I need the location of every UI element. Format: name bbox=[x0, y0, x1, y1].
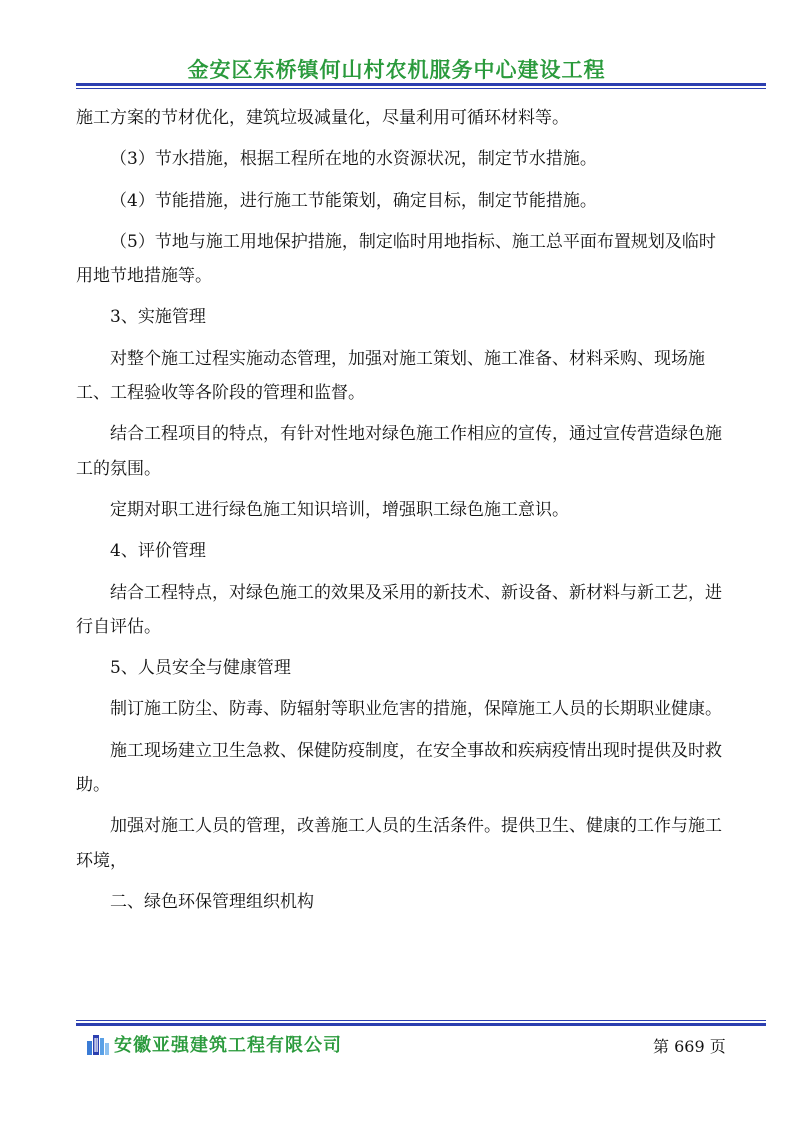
paragraph: （3）节水措施，根据工程所在地的水资源状况，制定节水措施。 bbox=[110, 149, 597, 170]
footer-company-name: 安徽亚强建筑工程有限公司 bbox=[114, 1035, 342, 1056]
document-body bbox=[76, 101, 731, 919]
paragraph: （5）节地与施工用地保护措施，制定临时用地指标、施工总平面布置规划及临时用地节地措施等。 bbox=[76, 231, 716, 287]
paragraph: 制订施工防尘、防毒、防辐射等职业危害的措施，保障施工人员的长期职业健康。 bbox=[110, 699, 722, 720]
paragraph: 对整个施工过程实施动态管理，加强对施工策划、施工准备、材料采购、现场施工、工程验收等各阶段的管理和监督。 bbox=[76, 348, 705, 404]
section-heading: 5、人员安全与健康管理 bbox=[110, 658, 291, 679]
footer-company bbox=[86, 1031, 342, 1057]
header-rule bbox=[76, 83, 766, 89]
paragraph: 结合工程特点，对绿色施工的效果及采用的新技术、新设备、新材料与新工艺，进行自评估。 bbox=[76, 582, 722, 637]
paragraph: 定期对职工进行绿色施工知识培训，增强职工绿色施工意识。 bbox=[110, 499, 569, 520]
page-number: 第 669 页 bbox=[653, 1037, 726, 1056]
paragraph: （4）节能措施，进行施工节能策划，确定目标，制定节能措施。 bbox=[110, 190, 597, 211]
paragraph: 结合工程项目的特点，有针对性地对绿色施工作相应的宣传，通过宣传营造绿色施工的氛围。 bbox=[76, 424, 722, 479]
section-heading: 4、评价管理 bbox=[110, 541, 206, 562]
paragraph: 施工方案的节材优化，建筑垃圾减量化，尽量利用可循环材料等。 bbox=[76, 108, 569, 128]
section-heading: 3、实施管理 bbox=[110, 307, 206, 328]
chapter-heading: 二、绿色环保管理组织机构 bbox=[110, 891, 314, 912]
paragraph: 加强对施工人员的管理，改善施工人员的生活条件。提供卫生、健康的工作与施工环境， bbox=[76, 816, 722, 871]
header-title: 金安区东桥镇何山村农机服务中心建设工程 bbox=[187, 58, 606, 82]
paragraph: 施工现场建立卫生急救、保健防疫制度，在安全事故和疾病疫情出现时提供及时救助。 bbox=[76, 740, 722, 796]
footer-rule bbox=[76, 1020, 766, 1026]
building-logo-icon bbox=[86, 1033, 110, 1055]
